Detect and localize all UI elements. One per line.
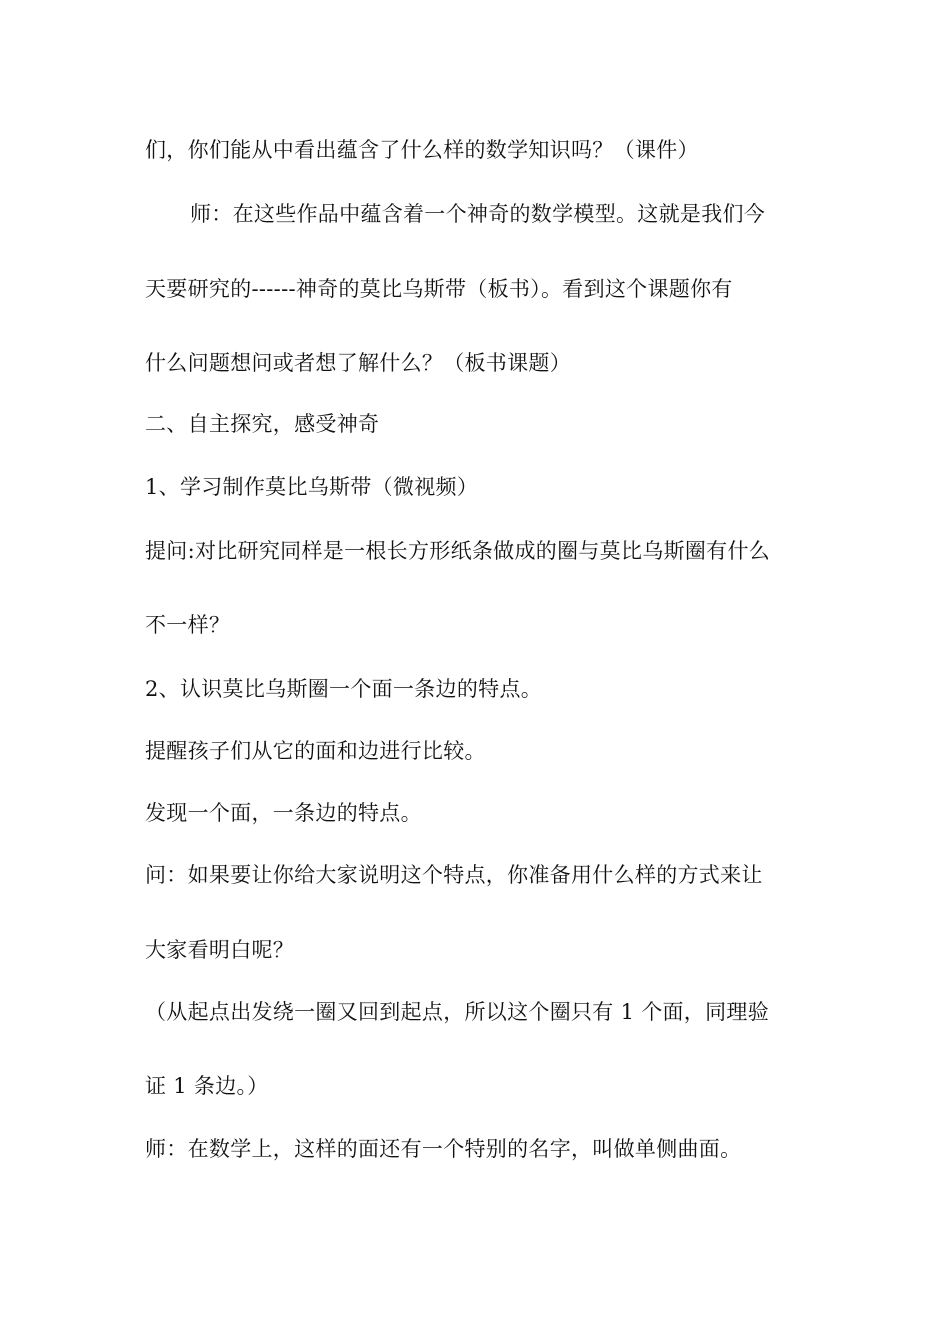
text-line: 大家看明白呢？: [145, 938, 295, 962]
text-line: 问：如果要让你给大家说明这个特点，你准备用什么样的方式来让: [145, 863, 763, 887]
text-line: 天要研究的------神奇的莫比乌斯带（板书）。看到这个课题你有: [145, 277, 733, 301]
text-line: 什么问题想问或者想了解什么？（板书课题）: [145, 351, 571, 375]
text-line: 证 1 条边。）: [145, 1074, 269, 1098]
text-line: 不一样？: [145, 613, 231, 637]
text-line: 们，你们能从中看出蕴含了什么样的数学知识吗？（课件）: [145, 138, 699, 162]
text-line: 师：在数学上，这样的面还有一个特别的名字，叫做单侧曲面。: [145, 1137, 742, 1161]
text-line: 提问:对比研究同样是一根长方形纸条做成的圈与莫比乌斯圈有什么: [145, 539, 771, 563]
text-line: 发现一个面，一条边的特点。: [145, 801, 422, 825]
section-heading: 二、自主探究，感受神奇: [145, 412, 380, 436]
subsection-heading: 2、认识莫比乌斯圈一个面一条边的特点。: [145, 677, 543, 701]
text-line: （从起点出发绕一圈又回到起点，所以这个圈只有 1 个面，同理验: [145, 1000, 770, 1024]
subsection-heading: 1、学习制作莫比乌斯带（微视频）: [145, 475, 479, 499]
text-line: 师：在这些作品中蕴含着一个神奇的数学模型。这就是我们今: [190, 202, 766, 226]
text-line: 提醒孩子们从它的面和边进行比较。: [145, 739, 486, 763]
